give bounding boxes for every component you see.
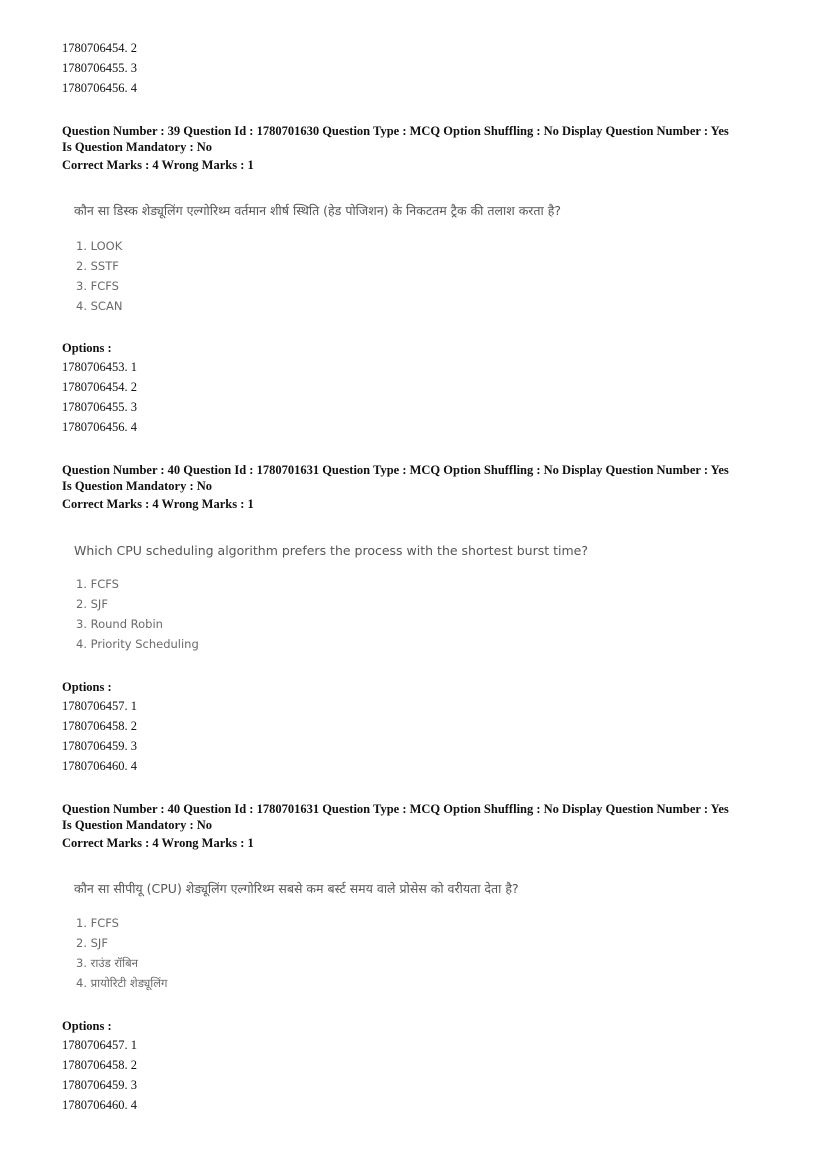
choice-list — [76, 574, 199, 654]
option-line: 1780706453. 1 — [62, 360, 137, 374]
option-line: 1780706454. 2 — [62, 41, 137, 55]
choice-item: 3. Round Robin — [76, 617, 163, 631]
choice-item: 2. SSTF — [76, 259, 119, 273]
choice-item: 4. प्रायोरिटी शेड्यूलिंग — [76, 976, 168, 990]
question-marks: Correct Marks : 4 Wrong Marks : 1 — [62, 497, 254, 511]
option-line: 1780706460. 4 — [62, 759, 137, 773]
choice-item: 3. FCFS — [76, 279, 119, 293]
choice-item: 4. SCAN — [76, 299, 123, 313]
option-line: 1780706458. 2 — [62, 1058, 137, 1072]
option-line: 1780706455. 3 — [62, 61, 137, 75]
question-text: कौन सा डिस्क शेड्यूलिंग एल्गोरिथ्म वर्तमान शीर्ष स्थिति (हेड पोजिशन) के निकटतम ट्रैक की तलाश करता है? — [74, 203, 562, 218]
question-header: Question Number : 40 Question Id : 1780701631 Question Type : MCQ Option Shuffling : No Display Question Number : Yes — [62, 463, 729, 477]
option-line: 1780706455. 3 — [62, 400, 137, 414]
choice-item: 4. Priority Scheduling — [76, 637, 199, 651]
question-marks: Correct Marks : 4 Wrong Marks : 1 — [62, 836, 254, 850]
options-label: Options : — [62, 341, 112, 355]
question-marks: Correct Marks : 4 Wrong Marks : 1 — [62, 158, 254, 172]
options-label: Options : — [62, 1019, 112, 1033]
option-line: 1780706457. 1 — [62, 1038, 137, 1052]
question-header: Question Number : 40 Question Id : 1780701631 Question Type : MCQ Option Shuffling : No Display Question Number : Yes — [62, 802, 729, 816]
option-line: 1780706456. 4 — [62, 420, 137, 434]
choice-item: 1. FCFS — [76, 577, 119, 591]
option-line: 1780706456. 4 — [62, 81, 137, 95]
choice-item: 2. SJF — [76, 597, 108, 611]
choice-list — [76, 236, 122, 316]
question-mandatory: Is Question Mandatory : No — [62, 140, 213, 154]
choice-item: 3. राउंड रॉबिन — [76, 956, 139, 970]
choice-item: 1. FCFS — [76, 916, 119, 930]
question-mandatory: Is Question Mandatory : No — [62, 818, 213, 832]
choice-item: 1. LOOK — [76, 239, 123, 253]
question-mandatory: Is Question Mandatory : No — [62, 479, 213, 493]
option-line: 1780706459. 3 — [62, 1078, 137, 1092]
option-line: 1780706454. 2 — [62, 380, 137, 394]
option-line: 1780706459. 3 — [62, 739, 137, 753]
option-line: 1780706458. 2 — [62, 719, 137, 733]
options-label: Options : — [62, 680, 112, 694]
choice-list — [76, 913, 167, 993]
option-line: 1780706457. 1 — [62, 699, 137, 713]
option-line: 1780706460. 4 — [62, 1098, 137, 1112]
question-text: Which CPU scheduling algorithm prefers the process with the shortest burst time? — [74, 543, 588, 558]
question-text: कौन सा सीपीयू (CPU) शेड्यूलिंग एल्गोरिथ्म सबसे कम बर्स्ट समय वाले प्रोसेस को वरीयता देता है? — [74, 881, 519, 896]
question-header: Question Number : 39 Question Id : 1780701630 Question Type : MCQ Option Shuffling : No Display Question Number : Yes — [62, 124, 729, 138]
choice-item: 2. SJF — [76, 936, 108, 950]
